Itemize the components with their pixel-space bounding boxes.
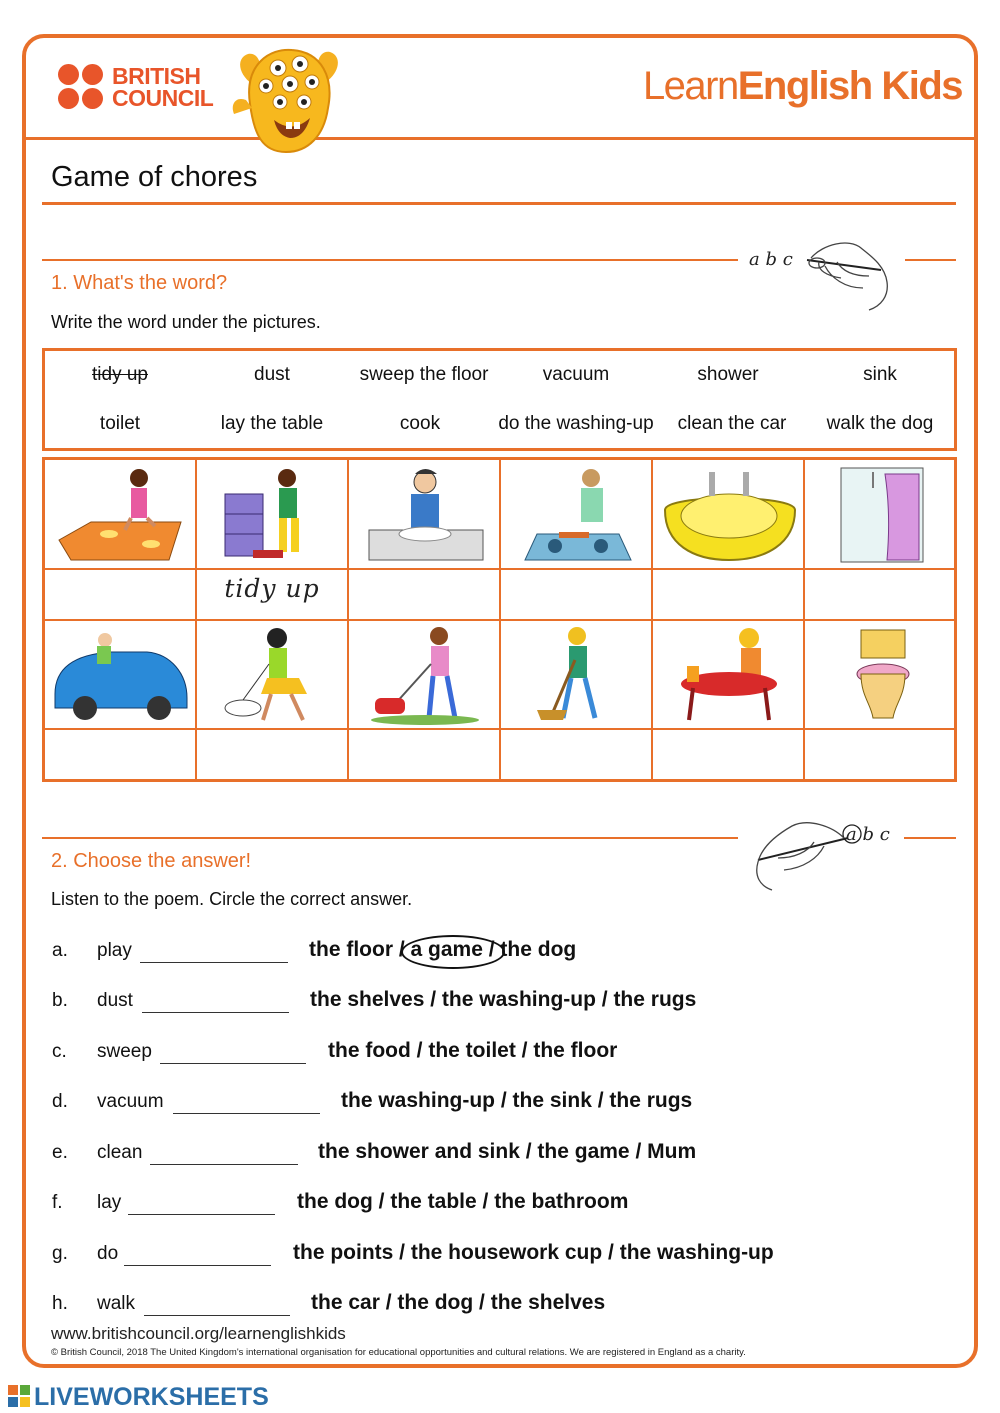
footer-copyright: © British Council, 2018 The United Kingdom's international organisation for educational opportunities and cultural relations. We are registered in England as a charity. [51,1347,746,1358]
brand-line-1: BRITISH [112,63,201,89]
option[interactable]: the floor [533,1039,618,1062]
answer-options: the shelves / the washing-up / the rugs [310,988,697,1011]
example-answer: tidy up [224,574,320,603]
word-bank-item: toilet [99,413,141,434]
sink-picture [659,464,801,566]
section1-instruction: Write the word under the pictures. [51,312,321,332]
option[interactable]: the washing-up [441,988,596,1011]
liveworksheets-text: LIVEWORKSHEETS [34,1383,269,1411]
option[interactable]: the toilet [428,1039,516,1062]
answer-blank[interactable] [140,962,288,963]
option[interactable]: the shelves [490,1291,606,1314]
footer-url[interactable]: www.britishcouncil.org/learnenglishkids [51,1324,346,1343]
site-title-kids: Kids [871,64,962,108]
answer-blank[interactable] [160,1063,306,1064]
word-bank-item: clean the car [677,413,787,434]
sweeping-picture [507,624,649,726]
answer-blank[interactable] [144,1315,290,1316]
question-letter: a. [52,940,68,961]
question-letter: c. [52,1041,67,1062]
tidying-drawers-picture [203,464,345,566]
option[interactable]: the food [328,1039,411,1062]
option[interactable]: the car [311,1291,380,1314]
option[interactable]: the dog [297,1190,373,1213]
option[interactable]: the rugs [613,988,697,1011]
answer-options: the food / the toilet / the floor [328,1039,618,1062]
brand-line-2: COUNCIL [112,85,214,111]
option[interactable]: the points [293,1241,394,1264]
washing-up-picture [355,464,497,566]
answer-blank[interactable] [128,1214,275,1215]
option[interactable]: Mum [647,1140,697,1163]
option[interactable]: the rugs [609,1089,693,1112]
question-letter: f. [52,1192,63,1213]
table-laying-picture [51,464,193,566]
svg-text:a b c: a b c [846,824,890,845]
answer-options: the shower and sink / the game / Mum [318,1140,697,1163]
word-bank-item: walk the dog [826,413,934,434]
word-bank-item: do the washing-up [498,413,654,434]
answer-options: the points / the housework cup / the washing-up [293,1241,774,1264]
question-verb: do [97,1243,119,1264]
word-bank-item: dust [254,364,290,385]
option[interactable]: the dog [397,1291,474,1314]
word-bank [42,348,957,451]
answer-options: the car / the dog / the shelves [311,1291,606,1314]
section2-rule-right [904,837,956,839]
question-verb: play [97,940,132,961]
dusting-picture [659,624,801,726]
page-title: Game of chores [51,161,258,193]
section2-rule-left [42,837,738,839]
vacuuming-picture [355,624,497,726]
option[interactable]: the washing-up [619,1241,774,1264]
question-letter: d. [52,1091,68,1112]
option[interactable]: the washing-up [341,1089,495,1112]
word-bank-item: tidy up [92,364,148,385]
british-council-logo [58,64,228,112]
learnenglish-kids-logo [643,64,962,109]
toilet-picture [811,624,953,726]
section1-rule-right [905,259,956,261]
monster-mascot-icon [230,44,346,156]
question-verb: sweep [97,1041,152,1062]
car-washing-picture [51,624,193,726]
answer-blank[interactable] [150,1164,298,1165]
option[interactable]: the shelves [310,988,425,1011]
title-underline [42,202,956,205]
word-bank-item: shower [697,364,759,385]
option[interactable]: the game [537,1140,630,1163]
option-circled[interactable]: a game [410,938,483,961]
question-letter: b. [52,990,68,1011]
answer-options: the floor / a game / the dog [309,938,577,961]
word-bank-item: lay the table [220,413,324,434]
option[interactable]: the table [390,1190,477,1213]
site-title-english: English [737,64,872,108]
section2-title: 2. Choose the answer! [51,850,252,872]
header-divider [26,137,974,140]
answer-options: the dog / the table / the bathroom [297,1190,629,1213]
section1-title: 1. What's the word? [51,272,228,294]
site-title-learn: Learn [642,64,738,108]
question-letter: e. [52,1142,68,1163]
question-letter: g. [52,1243,68,1264]
answer-blank[interactable] [142,1012,289,1013]
writing-hand-icon [745,236,900,316]
dog-walking-picture [203,624,345,726]
section2-instruction: Listen to the poem. Circle the correct answer. [51,889,413,909]
option[interactable]: the dog [500,938,577,961]
answer-blank[interactable] [124,1265,271,1266]
word-bank-item: cook [399,413,441,434]
word-bank-item: sweep the floor [359,364,489,385]
question-verb: lay [97,1192,122,1213]
answer-options: the washing-up / the sink / the rugs [341,1089,693,1112]
word-bank-item: vacuum [542,364,610,385]
cooking-picture [507,464,649,566]
question-verb: clean [97,1142,143,1163]
question-verb: walk [97,1293,136,1314]
question-letter: h. [52,1293,68,1314]
svg-text:a b c: a b c [749,249,793,270]
picture-grid [42,457,957,782]
question-verb: vacuum [97,1091,164,1112]
word-bank-item: sink [863,364,897,385]
option[interactable]: the floor [309,938,393,961]
writing-hand-icon [748,816,903,894]
question-verb: dust [97,990,133,1011]
answer-blank[interactable] [173,1113,320,1114]
option[interactable]: the housework cup [410,1241,603,1264]
answer-circle [401,935,505,969]
shower-picture [811,464,953,566]
option[interactable]: the sink [512,1089,592,1112]
option[interactable]: the bathroom [494,1190,629,1213]
section1-rule-left [42,259,738,261]
option[interactable]: the shower and sink [318,1140,520,1163]
liveworksheets-grid-icon [8,1385,30,1407]
british-council-dots-icon [58,64,106,110]
